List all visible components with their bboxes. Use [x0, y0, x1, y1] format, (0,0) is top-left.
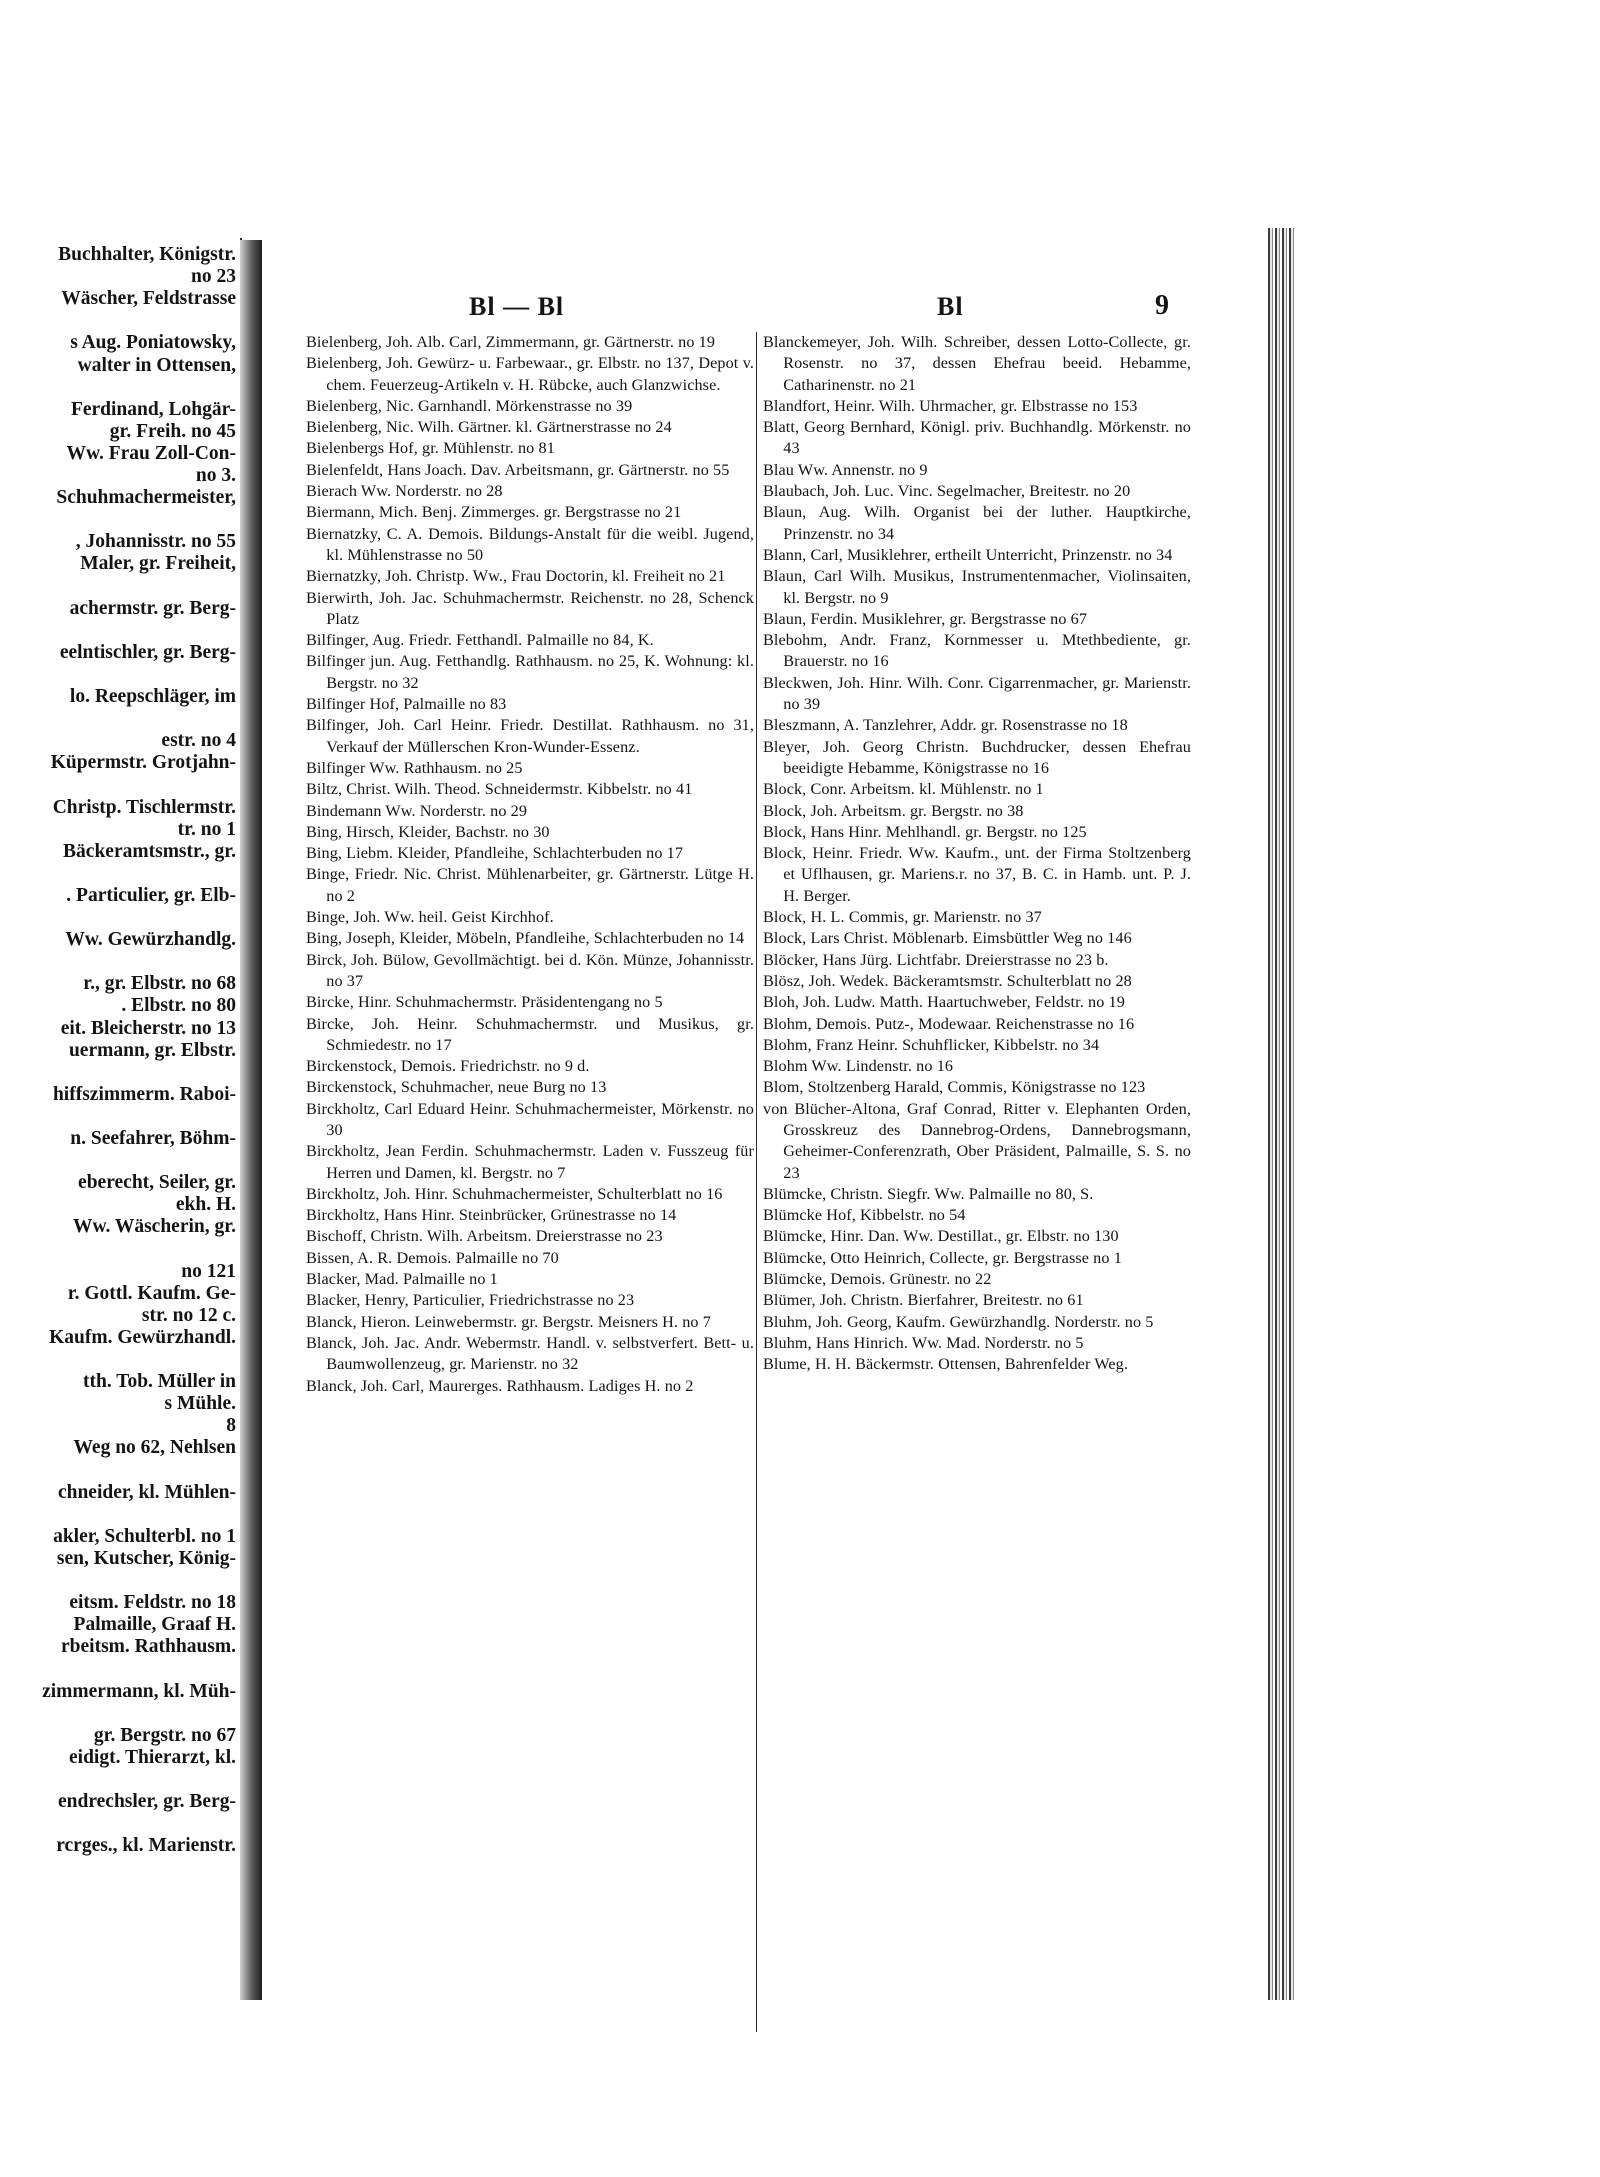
directory-entry: Bing, Liebm. Kleider, Pfandleihe, Schlachterbuden no 17 [306, 844, 684, 863]
left-page-line: Schuhmachermeister, [56, 487, 236, 509]
left-page-line: endrechsler, gr. Berg- [57, 1791, 236, 1812]
left-page-line: rbeitsm. Rathhausm. [61, 1636, 236, 1658]
left-page-line: Palmaille, Graaf H. [73, 1614, 236, 1636]
left-page-line: 8 [226, 1415, 236, 1437]
left-page-line: , Johannisstr. no 55 [75, 531, 236, 553]
directory-entry: Bircke, Hinr. Schuhmachermstr. Präsidentengang no 5 [306, 993, 663, 1012]
left-page-line: Küpermstr. Grotjahn- [50, 752, 236, 774]
left-page-line: Bäckeramtsmstr., gr. [63, 840, 236, 862]
directory-entry: Bissen, A. R. Demois. Palmaille no 70 [306, 1248, 559, 1267]
left-page-line: Ww. Frau Zoll-Con- [66, 442, 236, 464]
directory-entry: Block, Lars Christ. Möblenarb. Eimsbüttler Weg no 146 [763, 929, 1132, 948]
directory-entry: Blacker, Mad. Palmaille no 1 [306, 1270, 498, 1289]
left-page-line: achermstr. gr. Berg- [69, 597, 236, 619]
left-page-line: eelntischler, gr. Berg- [59, 641, 236, 663]
left-page-line: eberecht, Seiler, gr. [78, 1172, 236, 1194]
directory-entry: Bierwirth, Joh. Jac. Schuhmachermstr. Reichenstr. no 28, Schenck Platz [306, 588, 754, 628]
directory-entry: Binge, Friedr. Nic. Christ. Mühlenarbeiter, gr. Gärtnerstr. Lütge H. no 2 [306, 865, 754, 905]
directory-entry: Bilfinger jun. Aug. Fetthandlg. Rathhausm. no 25, K. Wohnung: kl. Bergstr. no 32 [306, 652, 754, 692]
directory-entry: Blanck, Joh. Carl, Maurerges. Rathhausm. Ladiges H. no 2 [306, 1376, 694, 1395]
left-page-line: Christp. Tischlermstr. [52, 796, 236, 818]
directory-entry: Blanck, Joh. Jac. Andr. Webermstr. Handl. v. selbstverfert. Bett- u. Baumwollenzeug, gr. Marienstr. no 32 [306, 1333, 754, 1374]
directory-entry: Bircke, Joh. Heinr. Schuhmachermstr. und Musikus, gr. Schmiedestr. no 17 [306, 1014, 754, 1054]
page-number: 9 [1155, 290, 1170, 321]
directory-entry: Bleyer, Joh. Georg Christn. Buchdrucker, dessen Ehefrau beeidigte Hebamme, Königstrasse no 16 [763, 737, 1191, 777]
directory-entry: Bilfinger Hof, Palmaille no 83 [306, 695, 507, 714]
directory-entry: Birckenstock, Demois. Friedrichstr. no 9 d. [306, 1057, 590, 1076]
directory-entry: Blann, Carl, Musiklehrer, ertheilt Unterricht, Prinzenstr. no 34 [763, 545, 1173, 564]
left-page-line: walter in Ottensen, [77, 354, 236, 376]
left-page-line: tr. no 1 [177, 818, 236, 840]
running-header [262, 280, 1292, 320]
left-page-line: eitsm. Feldstr. no 18 [69, 1592, 236, 1614]
directory-entry: Blösz, Joh. Wedek. Bäckeramtsmstr. Schulterblatt no 28 [763, 971, 1132, 990]
left-page-line: . Particulier, gr. Elb- [66, 884, 236, 906]
book-gutter [240, 240, 262, 2000]
left-page-line: zimmermann, kl. Müh- [42, 1680, 236, 1702]
directory-entry: Blanck, Hieron. Leinwebermstr. gr. Bergstr. Meisners H. no 7 [306, 1312, 711, 1331]
left-page-line: uermann, gr. Elbstr. [68, 1039, 236, 1061]
directory-entry: von Blücher-Altona, Graf Conrad, Ritter v. Elephanten Orden, Grosskreuz des Dannebrog-Ordens, Dannebrogsmann, Geheimer-Conferenzrath, Ober Präsident, Palmaille, S. S. no 23 [763, 1099, 1191, 1182]
directory-entry: Bluhm, Hans Hinrich. Ww. Mad. Norderstr. no 5 [763, 1333, 1084, 1352]
directory-entry: Bielenberg, Nic. Wilh. Gärtner. kl. Gärtnerstrasse no 24 [306, 418, 672, 437]
directory-entry: Bloh, Joh. Ludw. Matth. Haartuchweber, Feldstr. no 19 [763, 993, 1125, 1012]
directory-entry: Blümer, Joh. Christn. Bierfahrer, Breitestr. no 61 [763, 1291, 1084, 1310]
left-page-line: Ww. Gewürzhandlg. [65, 929, 236, 951]
entries-column-right [756, 332, 1191, 2032]
directory-entry: Binge, Joh. Ww. heil. Geist Kirchhof. [306, 908, 554, 927]
left-page-line: Ww. Wäscherin, gr. [72, 1216, 236, 1238]
directory-entry: Biltz, Christ. Wilh. Theod. Schneidermstr. Kibbelstr. no 41 [306, 780, 693, 799]
directory-entry: Blohm, Franz Heinr. Schuhflicker, Kibbelstr. no 34 [763, 1035, 1100, 1054]
directory-entry: Blümcke, Hinr. Dan. Ww. Destillat., gr. Elbstr. no 130 [763, 1227, 1119, 1246]
directory-entry: Block, Hans Hinr. Mehlhandl. gr. Bergstr. no 125 [763, 822, 1087, 841]
left-page-line: tth. Tob. Müller in [83, 1371, 236, 1393]
directory-entry: Blacker, Henry, Particulier, Friedrichstrasse no 23 [306, 1291, 635, 1310]
directory-entry: Bielenberg, Joh. Alb. Carl, Zimmermann, gr. Gärtnerstr. no 19 [306, 333, 716, 351]
left-page-line: Buchhalter, Königstr. [58, 244, 236, 265]
directory-entry: Bilfinger, Aug. Friedr. Fetthandl. Palmaille no 84, K. [306, 631, 654, 650]
left-page-line: Ferdinand, Lohgär- [70, 398, 236, 420]
left-page-line: lo. Reepschläger, im [69, 686, 236, 707]
left-page-line: no 3. [195, 465, 236, 486]
left-page-line: s Aug. Poniatowsky, [70, 332, 236, 354]
left-page-line: . Elbstr. no 80 [121, 995, 236, 1017]
directory-entry: Blümcke Hof, Kibbelstr. no 54 [763, 1206, 966, 1225]
left-page-line: Wäscher, Feldstrasse [61, 288, 236, 310]
directory-entry: Bischoff, Christn. Wilh. Arbeitsm. Dreierstrasse no 23 [306, 1227, 663, 1246]
left-page-line: sen, Kutscher, König- [56, 1547, 236, 1569]
directory-entry: Blaun, Aug. Wilh. Organist bei der luther. Hauptkirche, Prinzenstr. no 34 [763, 503, 1191, 543]
directory-entry: Blaubach, Joh. Luc. Vinc. Segelmacher, Breitestr. no 20 [763, 482, 1131, 501]
left-page-line: estr. no 4 [161, 730, 236, 752]
directory-entry: Blümcke, Christn. Siegfr. Ww. Palmaille no 80, S. [763, 1184, 1094, 1203]
directory-entry: Bierach Ww. Norderstr. no 28 [306, 482, 503, 501]
directory-entry: Birckenstock, Schuhmacher, neue Burg no 13 [306, 1078, 607, 1097]
left-page-line: gr. Bergstr. no 67 [93, 1724, 236, 1746]
directory-entry: Bielenberg, Joh. Gewürz- u. Farbewaar., gr. Elbstr. no 137, Depot v. chem. Feuerzeug-Artikeln v. H. Rübcke, auch Glanzwichse. [306, 354, 754, 394]
directory-entry: Bluhm, Joh. Georg, Kaufm. Gewürzhandlg. Norderstr. no 5 [763, 1312, 1154, 1331]
directory-entry: Blom, Stoltzenberg Harald, Commis, Königstrasse no 123 [763, 1078, 1146, 1097]
directory-entry: Bilfinger Ww. Rathhausm. no 25 [306, 758, 523, 777]
header-left: Bl — Bl [469, 292, 565, 321]
directory-entry: Bindemann Ww. Norderstr. no 29 [306, 801, 528, 820]
directory-entry: Blaun, Carl Wilh. Musikus, Instrumentenmacher, Violinsaiten, kl. Bergstr. no 9 [763, 567, 1191, 607]
directory-entry: Birckholtz, Carl Eduard Heinr. Schuhmachermeister, Mörkenstr. no 30 [306, 1099, 754, 1139]
directory-entry: Block, H. L. Commis, gr. Marienstr. no 37 [763, 908, 1042, 927]
directory-entry: Blume, H. H. Bäckermstr. Ottensen, Bahrenfelder Weg. [763, 1355, 1129, 1374]
directory-entry: Blau Ww. Annenstr. no 9 [763, 460, 928, 479]
left-page-line: r., gr. Elbstr. no 68 [83, 973, 236, 995]
left-page-line: str. no 12 c. [141, 1304, 236, 1326]
left-page-line: no 23 [191, 266, 236, 288]
directory-entry: Birckholtz, Joh. Hinr. Schuhmachermeister, Schulterblatt no 16 [306, 1184, 723, 1203]
directory-entry: Blatt, Georg Bernhard, Königl. priv. Buchhandlg. Mörkenstr. no 43 [763, 418, 1191, 458]
directory-entry: Bleszmann, A. Tanzlehrer, Addr. gr. Rosenstrasse no 18 [763, 716, 1128, 735]
directory-entry: Block, Heinr. Friedr. Ww. Kaufm., unt. der Firma Stoltzenberg et Uflhausen, gr. Mariens.r. no 37, B. C. in Hamb. unt. P. J. H. Berger. [763, 844, 1191, 905]
directory-entry: Biermann, Mich. Benj. Zimmerges. gr. Bergstrasse no 21 [306, 503, 682, 522]
left-page-line: Maler, gr. Freiheit, [80, 553, 236, 575]
directory-entry: Birckholtz, Jean Ferdin. Schuhmachermstr. Laden v. Fusszeug für Herren und Damen, kl. Bergstr. no 7 [306, 1142, 754, 1182]
page-edge [1268, 228, 1294, 2000]
directory-entry: Block, Conr. Arbeitsm. kl. Mühlenstr. no 1 [763, 780, 1044, 799]
directory-entry: Block, Joh. Arbeitsm. gr. Bergstr. no 38 [763, 801, 1024, 820]
left-page-line: rcrges., kl. Marienstr. [56, 1835, 236, 1857]
entries-column-left [306, 332, 754, 2032]
left-page-fragment [0, 238, 242, 1998]
directory-entry: Blohm, Demois. Putz-, Modewaar. Reichenstrasse no 16 [763, 1014, 1135, 1033]
left-page-line: n. Seefahrer, Böhm- [70, 1128, 236, 1149]
left-page-line: r. Gottl. Kaufm. Ge- [67, 1282, 236, 1304]
left-page-line: hiffszimmerm. Raboi- [52, 1083, 236, 1105]
left-page-line: ekh. H. [175, 1194, 236, 1216]
directory-entry: Blebohm, Andr. Franz, Kornmesser u. Mtethbediente, gr. Brauerstr. no 16 [763, 631, 1191, 671]
directory-entry: Birck, Joh. Bülow, Gevollmächtigt. bei d. Kön. Münze, Johannisstr. no 37 [306, 950, 754, 990]
directory-entry: Blöcker, Hans Jürg. Lichtfabr. Dreierstrasse no 23 b. [763, 950, 1109, 969]
directory-entry: Biernatzky, Joh. Christp. Ww., Frau Doctorin, kl. Freiheit no 21 [306, 567, 726, 586]
directory-entry: Bielenfeldt, Hans Joach. Dav. Arbeitsmann, gr. Gärtnerstr. no 55 [306, 460, 730, 479]
left-page-line: eit. Bleicherstr. no 13 [60, 1017, 236, 1039]
directory-entry: Blümcke, Otto Heinrich, Collecte, gr. Bergstrasse no 1 [763, 1248, 1122, 1267]
directory-entry: Bleckwen, Joh. Hinr. Wilh. Conr. Cigarrenmacher, gr. Marienstr. no 39 [763, 673, 1191, 714]
left-page-line: akler, Schulterbl. no 1 [53, 1525, 236, 1547]
directory-entry: Bing, Hirsch, Kleider, Bachstr. no 30 [306, 822, 550, 841]
directory-entry: Bielenbergs Hof, gr. Mühlenstr. no 81 [306, 439, 555, 458]
header-right: Bl [937, 292, 964, 321]
directory-entry: Birckholtz, Hans Hinr. Steinbrücker, Grünestrasse no 14 [306, 1206, 677, 1225]
left-page-line: Weg no 62, Nehlsen [73, 1437, 236, 1459]
left-page-line: s Mühle. [164, 1393, 236, 1415]
directory-entry: Blohm Ww. Lindenstr. no 16 [763, 1057, 954, 1076]
directory-entry: Blanckemeyer, Joh. Wilh. Schreiber, dessen Lotto-Collecte, gr. Rosenstr. no 37, dessen Ehefrau beeid. Hebamme, Catharinenstr. no 21 [763, 333, 1191, 394]
directory-entry: Bilfinger, Joh. Carl Heinr. Friedr. Destillat. Rathhausm. no 31, Verkauf der Müllerschen Kron-Wunder-Essenz. [306, 716, 754, 756]
directory-entry: Blandfort, Heinr. Wilh. Uhrmacher, gr. Elbstrasse no 153 [763, 396, 1138, 415]
directory-entry: Blaun, Ferdin. Musiklehrer, gr. Bergstrasse no 67 [763, 609, 1088, 628]
directory-entry: Bing, Joseph, Kleider, Möbeln, Pfandleihe, Schlachterbuden no 14 [306, 929, 745, 948]
left-page-line: eidigt. Thierarzt, kl. [69, 1746, 236, 1768]
left-page-line: gr. Freih. no 45 [109, 420, 236, 442]
directory-entry: Blümcke, Demois. Grünestr. no 22 [763, 1270, 992, 1289]
left-page-line: no 121 [181, 1260, 236, 1282]
left-page-line: chneider, kl. Mühlen- [57, 1481, 236, 1503]
directory-entry: Bielenberg, Nic. Garnhandl. Mörkenstrasse no 39 [306, 396, 633, 415]
left-page-line: Kaufm. Gewürzhandl. [49, 1326, 236, 1348]
directory-entry: Biernatzky, C. A. Demois. Bildungs-Anstalt für die weibl. Jugend, kl. Mühlenstrasse no 50 [306, 524, 754, 564]
